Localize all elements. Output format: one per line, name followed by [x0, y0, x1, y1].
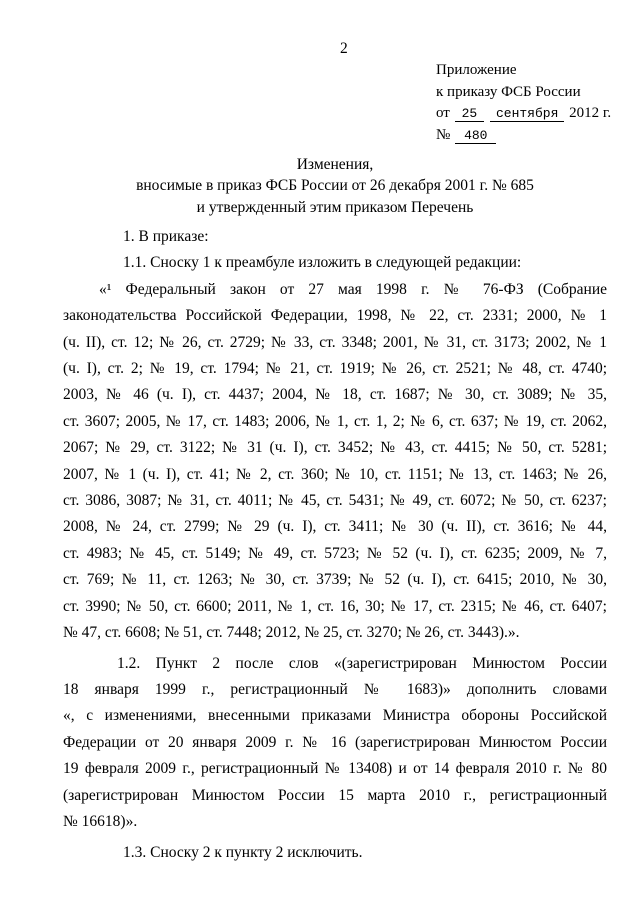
para-1-1: 1.1. Сноску 1 к преамбуле изложить в следующей редакции:	[123, 254, 522, 272]
document-title-line-2: вносимые в приказ ФСБ России от 26 декабря 2001 г. № 685	[136, 177, 534, 195]
footnote-citation-line: 2008, № 24, ст. 2799; № 29 (ч. I), ст. 3411; № 30 (ч. II), ст. 3616; № 44,	[63, 518, 607, 536]
footnote-citation-line: ст. 4983; № 45, ст. 5149; № 49, ст. 5723; № 52 (ч. I), ст. 6235; 2009, № 7,	[63, 544, 607, 562]
annex-date-line	[436, 103, 611, 125]
para-1-2-line: Федерации от 20 января 2009 г. № 16 (зарегистрирован Минюстом России	[63, 733, 607, 751]
annex-block	[436, 60, 611, 146]
footnote-citation-line: 2003, № 46 (ч. I), ст. 4437; 2004, № 18, ст. 1687; № 30, ст. 3089; № 35,	[63, 386, 607, 404]
footnote-citation-line: ст. 769; № 11, ст. 1263; № 30, ст. 3739; № 52 (ч. I), ст. 6415; 2010, № 30,	[63, 571, 607, 589]
document-title	[63, 154, 607, 218]
footnote-citation-line: (ч. II), ст. 12; № 26, ст. 2729; № 33, ст. 3348; 2001, № 31, ст. 3173; 2002, № 1	[63, 333, 607, 351]
para-1-2-line: 19 февраля 2009 г., регистрационный № 13408) и от 14 февраля 2010 г. № 80	[63, 760, 607, 778]
annex-date-prefix: от	[436, 105, 450, 121]
footnote-citation-line: ст. 3086, 3087; № 31, ст. 4011; № 45, ст. 5431; № 49, ст. 6072; № 50, ст. 6237;	[63, 492, 607, 510]
footnote-citation-line: 2067; № 29, ст. 3122; № 31 (ч. I), ст. 3452; № 43, ст. 4415; № 50, ст. 5281;	[63, 439, 607, 457]
page-number: 2	[340, 40, 348, 57]
annex-date-day: 25	[455, 106, 485, 122]
para-1-2-line: (зарегистрирован Минюстом России 15 марта 2010 г., регистрационный	[63, 786, 607, 804]
annex-line-order: к приказу ФСБ России	[436, 83, 581, 100]
annex-date-suffix: 2012 г.	[569, 105, 612, 121]
para-1-2-line: «, с изменениями, внесенными приказами Министра обороны Российской	[63, 707, 607, 725]
annex-line-appendix: Приложение	[436, 62, 517, 78]
footnote-citation-line: (ч. I), ст. 2; № 19, ст. 1794; № 21, ст. 1919; № 26, ст. 2521; № 48, ст. 4740;	[63, 360, 607, 378]
para-1-2-line: 1.2. Пункт 2 после слов «(зарегистрирован Минюстом России	[117, 654, 607, 672]
footnote-citation-paragraph	[63, 277, 607, 647]
footnote-citation-line: «¹ Федеральный закон от 27 мая 1998 г. № 76-ФЗ (Собрание	[99, 280, 607, 298]
document-title-line-1: Изменения,	[296, 156, 374, 173]
footnote-citation-line: 2007, № 1 (ч. I), ст. 41; № 2, ст. 360; № 10, ст. 1151; № 13, ст. 1463; № 26,	[63, 465, 607, 483]
annex-date-month: сентября	[490, 106, 564, 122]
document-body	[63, 224, 607, 867]
annex-number-line	[436, 125, 611, 147]
para-1: 1. В приказе:	[123, 228, 209, 245]
para-1-3: 1.3. Сноску 2 к пункту 2 исключить.	[123, 844, 363, 862]
footnote-citation-line: законодательства Российской Федерации, 1998, № 22, ст. 2331; 2000, № 1	[63, 307, 607, 325]
footnote-citation-line: № 47, ст. 6608; № 51, ст. 7448; 2012, № 25, ст. 3270; № 26, ст. 3443).».	[63, 624, 520, 642]
footnote-citation-line: ст. 3990; № 50, ст. 6600; 2011, № 1, ст. 16, 30; № 17, ст. 2315; № 46, ст. 6407;	[63, 597, 607, 615]
annex-number-value: 480	[455, 128, 496, 144]
annex-number-prefix: №	[436, 126, 451, 143]
document-title-line-3: и утвержденный этим приказом Перечень	[196, 198, 474, 216]
para-1-2	[63, 651, 607, 836]
footnote-citation-line: ст. 3607; 2005, № 17, ст. 1483; 2006, № 1, ст. 1, 2; № 6, ст. 637; № 19, ст. 2062,	[63, 412, 607, 430]
para-1-2-line: № 16618)».	[63, 812, 138, 830]
para-1-2-line: 18 января 1999 г., регистрационный № 1683)» дополнить словами	[63, 680, 607, 698]
